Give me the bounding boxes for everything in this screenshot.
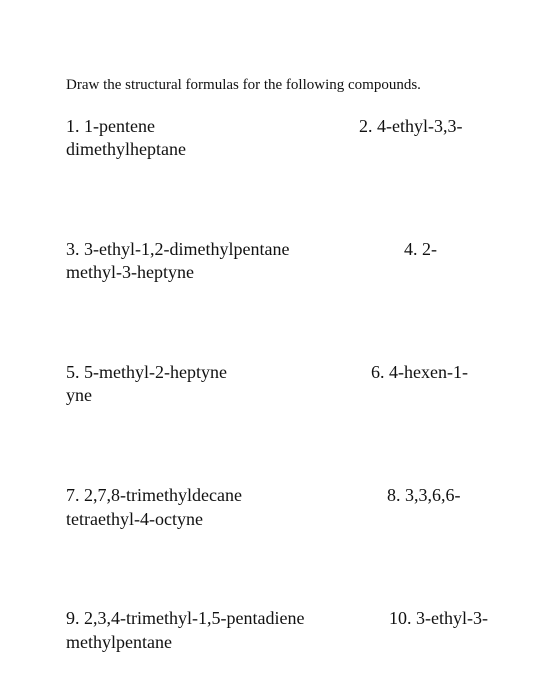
- compound-6-name-start: 6. 4-hexen-1-: [371, 362, 468, 382]
- compound-8-name-start: 8. 3,3,6,6-: [387, 485, 461, 505]
- compound-3-name: 3. 3-ethyl-1,2-dimethylpentane: [66, 239, 290, 259]
- compound-7-name: 7. 2,7,8-trimethyldecane: [66, 485, 242, 505]
- compound-6-name-continuation: yne: [66, 385, 92, 405]
- compound-2-name-start: 2. 4-ethyl-3,3-: [359, 116, 463, 136]
- compound-2-name-continuation: dimethylheptane: [66, 139, 186, 159]
- compound-10-name-start: 10. 3-ethyl-3-: [389, 608, 488, 628]
- compound-4-name-continuation: methyl-3-heptyne: [66, 262, 194, 282]
- compound-1-name: 1. 1-pentene: [66, 116, 155, 136]
- compound-4-name-start: 4. 2-: [404, 239, 437, 259]
- compound-8-name-continuation: tetraethyl-4-octyne: [66, 509, 203, 529]
- instructions-text: Draw the structural formulas for the following compounds.: [66, 77, 421, 93]
- compound-10-name-continuation: methylpentane: [66, 632, 172, 652]
- compound-5-name: 5. 5-methyl-2-heptyne: [66, 362, 227, 382]
- compound-9-name: 9. 2,3,4-trimethyl-1,5-pentadiene: [66, 608, 305, 628]
